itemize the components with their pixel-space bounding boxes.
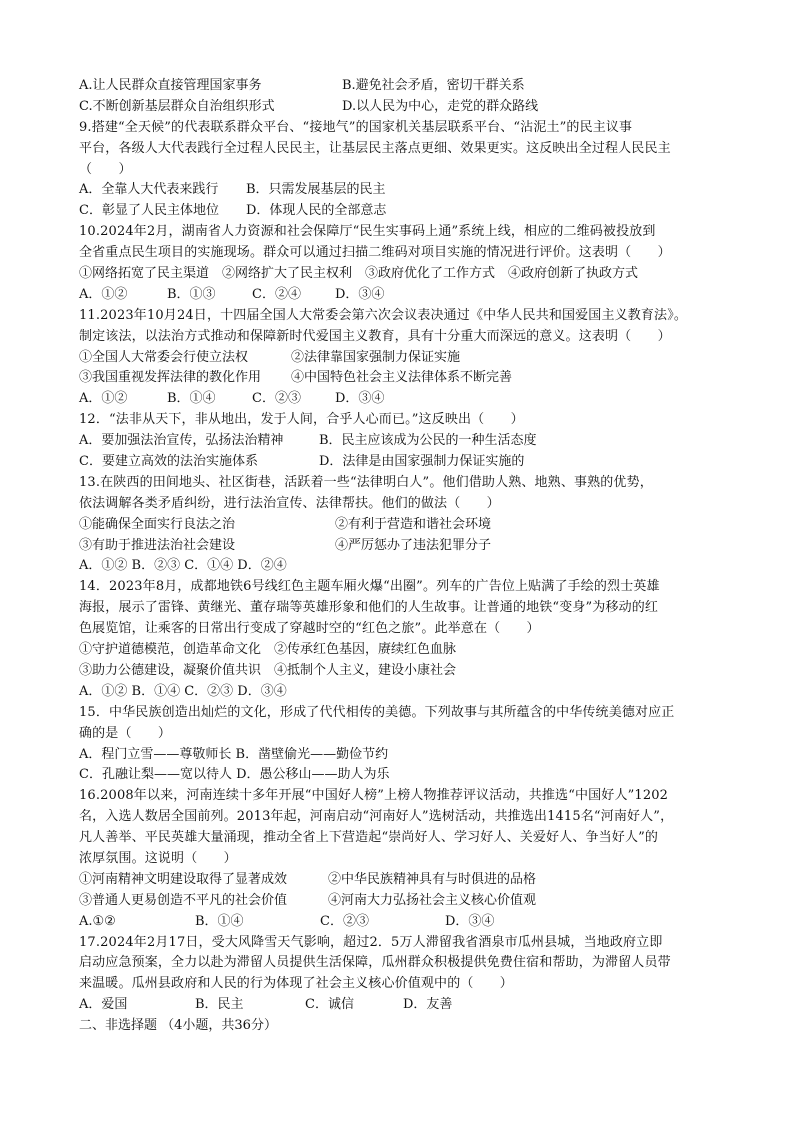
q13-items-row-1 xyxy=(79,515,719,536)
q9-option-b: B．只需发展基层的民主 xyxy=(246,182,386,198)
q13-options: A．①② B．②③ C．①④ D．②④ xyxy=(79,558,287,574)
q9-option-d: D．体现人民的全部意志 xyxy=(246,203,387,219)
q17-option-a: A．爱国 xyxy=(79,997,128,1013)
q16-stem-line-3: 凡人善举、平民英雄大量涌现，推动全省上下营造起“崇尚好人、学习好人、关爱好人、争当好人”的 xyxy=(79,830,659,846)
q14-items-row-1: ①守护道德模范，创造革命文化 ②传承红色基因，赓续红色血脉 xyxy=(79,642,457,658)
q14-stem-line-2: 海报，展示了雷锋、黄继光、董存瑞等英雄形象和他们的人生故事。让普通的地铁“变身”为移动的红 xyxy=(79,600,659,616)
q15-stem-line-2: 确的是（ ） xyxy=(79,725,172,741)
q14-stem-line-1: 14．2023年8月，成都地铁6号线红色主题车厢火爆“出圈”。列车的广告位上贴满了手绘的烈士英雄 xyxy=(79,579,660,595)
q13-item-1: ①能确保全面实行良法之治 xyxy=(79,516,236,532)
q17-stem-line-3: 来温暖。瓜州县政府和人民的行为体现了社会主义核心价值观中的（ ） xyxy=(79,976,513,992)
q16-option-d: D．③④ xyxy=(445,913,495,929)
q10-option-c: C．②④ xyxy=(252,286,301,302)
q12-options-row-1 xyxy=(79,431,719,452)
q13-items-row-2 xyxy=(79,536,719,557)
q11-item-4: ④中国特色社会主义法律体系不断完善 xyxy=(291,370,513,386)
q11-option-b: B．①④ xyxy=(167,391,216,407)
q16-item-4: ④河南大力弘扬社会主义核心价值观 xyxy=(328,892,537,908)
q14-items-row-2: ③助力公德建设，凝聚价值共识 ④抵制个人主义，建设小康社会 xyxy=(79,662,457,678)
q16-stem-line-2: 名，入选人数居全国前列。2013年起，河南启动“河南好人”选树活动，共推选出1415名“河南好人”， xyxy=(79,809,674,825)
q15-options-row-1: A．程门立雪——尊敬师长 B．凿壁偷光——勤俭节约 xyxy=(79,746,389,762)
q11-option-d: D．③④ xyxy=(335,391,385,407)
q11-items-row-2 xyxy=(79,368,719,389)
q9-options-row-2 xyxy=(79,201,719,222)
q16-item-2: ②中华民族精神具有与时俱进的品格 xyxy=(328,871,537,887)
q16-option-b: B．①④ xyxy=(195,913,244,929)
q16-option-a: A.①② xyxy=(79,913,116,929)
q17-option-b: B．民主 xyxy=(195,997,244,1013)
q12-option-d: D．法律是由国家强制力保证实施的 xyxy=(319,454,525,470)
q13-item-3: ③有助于推进法治社会建设 xyxy=(79,537,236,553)
q12-options-row-2 xyxy=(79,452,719,473)
q16-option-c: C．②③ xyxy=(320,913,369,929)
q15-options-row-2: C．孔融让梨——宽以待人 D．愚公移山——助人为乐 xyxy=(79,767,390,783)
q16-item-3: ③普通人更易创造不平凡的社会价值 xyxy=(79,892,288,908)
q12-option-a: A．要加强法治宣传，弘扬法治精神 xyxy=(79,433,284,449)
q10-stem-line-1: 10.2024年2月，湖南省人力资源和社会保障厅“民生实事码上通”系统上线，相应的二维码被投放到 xyxy=(79,224,656,240)
q8-option-d: D.以人民为中心，走党的群众路线 xyxy=(342,98,539,114)
q16-stem-line-4: 浓厚氛围。这说明（ ） xyxy=(79,850,237,866)
section-2-heading: 二、非选择题 （4小题，共36分） xyxy=(79,1018,277,1034)
q8-options-row-2 xyxy=(79,97,719,118)
q16-item-1: ①河南精神文明建设取得了显著成效 xyxy=(79,871,288,887)
q13-item-2: ②有利于营造和谐社会环境 xyxy=(335,516,492,532)
q17-stem-line-1: 17.2024年2月17日，受大风降雪天气影响，超过2．5万人滞留我省酒泉市瓜州县城，当地政府立即 xyxy=(79,934,663,950)
q9-option-a: A．全靠人大代表来践行 xyxy=(79,182,219,198)
q11-stem-line-2: 制定该法，以法治方式推动和保障新时代爱国主义教育，具有十分重大而深远的意义。这表明（ ） xyxy=(79,328,671,344)
q11-option-c: C．②③ xyxy=(252,391,301,407)
q14-stem-line-3: 色展览馆，让乘客的日常出行变成了穿越时空的“红色之旅”。此举意在（ ） xyxy=(79,621,540,637)
q12-stem-line-1: 12．“法非从天下，非从地出，发于人间，合乎人心而已。”这反映出（ ） xyxy=(79,412,524,428)
q13-stem-line-2: 依法调解各类矛盾纠纷，进行法治宣传、法律帮扶。他们的做法（ ） xyxy=(79,495,500,511)
q16-stem-line-1: 16.2008年以来，河南连续十多年开展“中国好人榜”上榜人物推荐评议活动，共推选“中国好人”1202 xyxy=(79,788,669,804)
q8-option-b: B.避免社会矛盾，密切干群关系 xyxy=(342,78,525,93)
q12-option-c: C．要建立高效的法治实施体系 xyxy=(79,454,258,470)
q11-items-row-1 xyxy=(79,348,719,369)
q10-options xyxy=(79,285,719,306)
q8-option-c: C.不断创新基层群众自治组织形式 xyxy=(79,98,275,114)
q9-stem-line-1: 9.搭建“全天候”的代表联系群众平台、“接地气”的国家机关基层联系平台、“沾泥土”的民主议事 xyxy=(79,119,633,135)
q10-option-b: B．①③ xyxy=(167,286,216,302)
q13-stem-line-1: 13.在陕西的田间地头、社区街巷，活跃着一些“法律明白人”。他们借助人熟、地熟、事熟的优势， xyxy=(79,474,653,490)
q10-option-d: D．③④ xyxy=(335,286,385,302)
q10-items: ①网络拓宽了民主渠道 ②网络扩大了民主权利 ③政府优化了工作方式 ④政府创新了执政方式 xyxy=(79,266,639,282)
q11-stem-line-1: 11.2023年10月24日，十四届全国人大常委会第六次会议表决通过《中华人民共和国爱国主义教育法》。 xyxy=(79,307,687,323)
q13-item-4: ④严厉惩办了违法犯罪分子 xyxy=(335,537,492,553)
q11-item-3: ③我国重视发挥法律的教化作用 xyxy=(79,370,262,386)
exam-page xyxy=(79,76,719,1037)
q10-stem-line-2: 全省重点民生项目的实施现场。群众可以通过扫描二维码对项目实施的情况进行评价。这表明（ ） xyxy=(79,245,671,261)
q16-items-row-1 xyxy=(79,870,719,891)
q16-options xyxy=(79,912,719,933)
q9-stem-line-3: （ ） xyxy=(79,161,132,177)
q14-options: A．①② B．①④ C．②③ D．③④ xyxy=(79,683,287,699)
q9-option-c: C．彰显了人民主体地位 xyxy=(79,203,219,219)
q11-item-2: ②法律靠国家强制力保证实施 xyxy=(291,349,461,365)
q11-options xyxy=(79,389,719,410)
q17-options xyxy=(79,995,719,1016)
q17-stem-line-2: 启动应急预案，全力以赴为滞留人员提供生活保障，瓜州群众积极提供免费住宿和帮助，为滞留人员带 xyxy=(79,955,671,971)
q9-options-row-1 xyxy=(79,180,719,201)
q10-option-a: A．①② xyxy=(79,286,128,302)
q17-option-c: C．诚信 xyxy=(305,997,354,1013)
q11-option-a: A．①② xyxy=(79,391,128,407)
q15-stem-line-1: 15．中华民族创造出灿烂的文化，形成了代代相传的美德。下列故事与其所蕴含的中华传统美德对应正 xyxy=(79,704,675,720)
q12-option-b: B．民主应该成为公民的一种生活态度 xyxy=(319,433,537,449)
q17-option-d: D．友善 xyxy=(403,997,453,1013)
q9-stem-line-2: 平台，各级人大代表践行全过程人民民主，让基层民主落点更细、效果更实。这反映出全过程人民民主 xyxy=(79,140,671,156)
q8-options-row-1 xyxy=(79,76,719,97)
q16-items-row-2 xyxy=(79,891,719,912)
q11-item-1: ①全国人大常委会行使立法权 xyxy=(79,349,249,365)
q8-option-a: A.让人民群众直接管理国家事务 xyxy=(79,78,262,93)
